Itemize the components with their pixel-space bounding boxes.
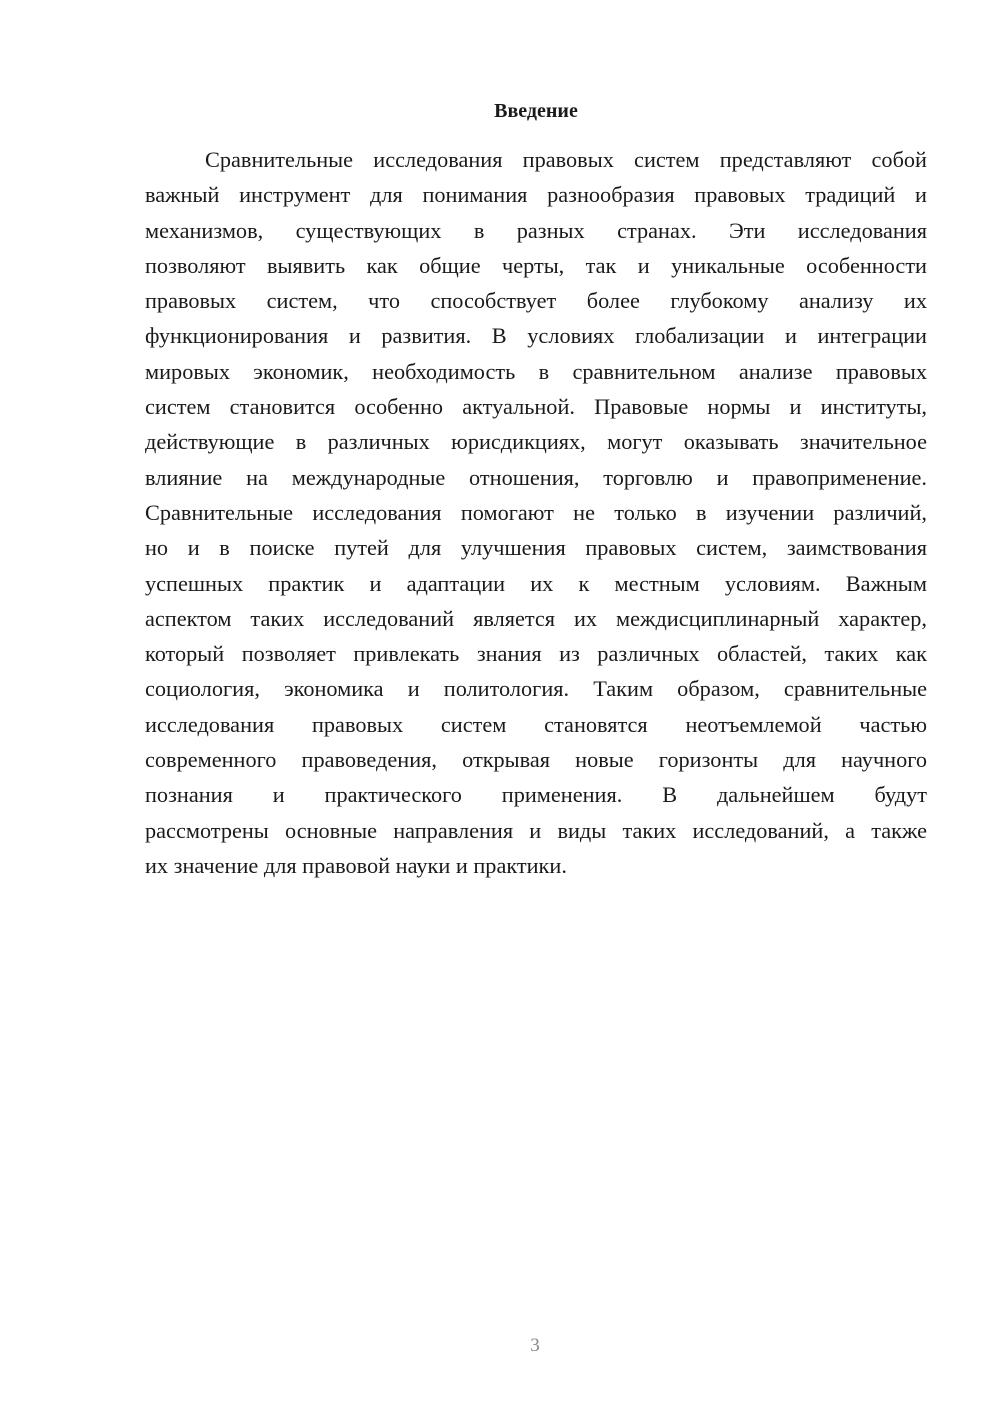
body-paragraph: [145, 142, 927, 883]
paragraph-line: мировых экономик, необходимость в сравнительном анализе правовых: [145, 358, 927, 384]
paragraph-line: но и в поиске путей для улучшения правовых систем, заимствования: [145, 535, 927, 561]
paragraph-line: важный инструмент для понимания разнообразия правовых традиций и: [145, 182, 927, 208]
paragraph-line: исследования правовых систем становятся неотъемлемой частью: [145, 711, 927, 737]
paragraph-line: социология, экономика и политология. Таким образом, сравнительные: [145, 676, 927, 702]
paragraph-line: действующие в различных юрисдикциях, могут оказывать значительное: [145, 429, 927, 455]
paragraph-line: успешных практик и адаптации их к местным условиям. Важным: [145, 570, 927, 596]
page-number: 3: [530, 1335, 540, 1356]
paragraph-line: механизмов, существующих в разных странах. Эти исследования: [145, 217, 927, 243]
paragraph-line: современного правоведения, открывая новые горизонты для научного: [145, 747, 927, 773]
paragraph-line: систем становится особенно актуальной. Правовые нормы и институты,: [145, 394, 927, 420]
paragraph-line: познания и практического применения. В дальнейшем будут: [145, 782, 927, 808]
paragraph-line: функционирования и развития. В условиях глобализации и интеграции: [145, 323, 927, 349]
paragraph-line: Сравнительные исследования правовых систем представляют собой: [205, 147, 927, 172]
paragraph-line: который позволяет привлекать знания из различных областей, таких как: [145, 641, 927, 667]
section-heading: Введение: [494, 100, 578, 122]
paragraph-line: Сравнительные исследования помогают не только в изучении различий,: [145, 499, 927, 525]
paragraph-line: позволяют выявить как общие черты, так и уникальные особенности: [145, 252, 927, 278]
paragraph-line: их значение для правовой науки и практики.: [145, 852, 567, 878]
paragraph-line: влияние на международные отношения, торговлю и правоприменение.: [145, 464, 927, 490]
paragraph-line: аспектом таких исследований является их междисциплинарный характер,: [145, 605, 927, 631]
paragraph-line: правовых систем, что способствует более глубокому анализу их: [145, 288, 927, 314]
paragraph-line: рассмотрены основные направления и виды таких исследований, а также: [145, 817, 927, 843]
